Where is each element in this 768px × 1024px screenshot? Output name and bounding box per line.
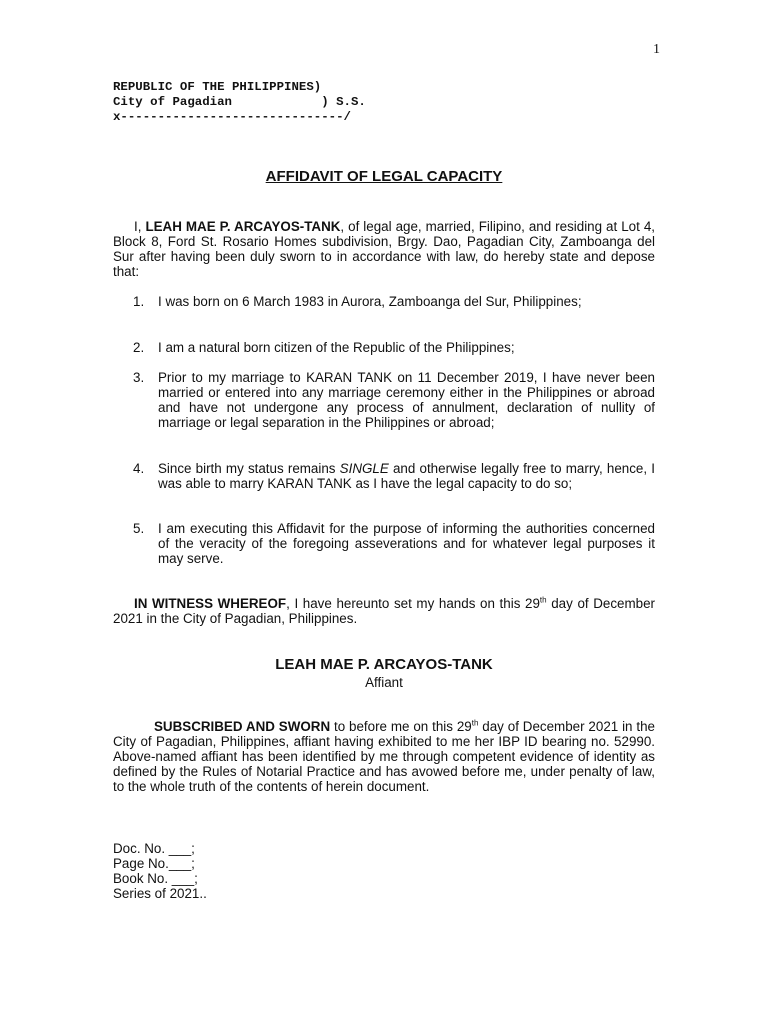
list-item-text: I am executing this Affidavit for the purpose of informing the authorities concerned of the veracity of the foregoing asseverations and for whatever legal purposes it may serve. [158,521,655,566]
list-item-number: 5. [133,521,145,536]
list-item-number: 4. [133,461,145,476]
venue-block [113,80,366,125]
single-status-emphasis: SINGLE [339,461,389,476]
venue-line-1: REPUBLIC OF THE PHILIPPINES) [113,80,322,94]
jurat-ordinal-suffix: th [471,718,479,728]
jurat-text: to before me on this 29 [330,719,472,734]
list-item [133,370,655,430]
witness-paragraph [113,596,655,626]
intro-paragraph [113,219,655,279]
affiant-label: Affiant [365,675,403,690]
book-number: Book No. ___; [113,871,198,886]
list-item-text: I am a natural born citizen of the Republic of the Philippines; [158,340,515,355]
intro-affiant-name: LEAH MAE P. ARCAYOS-TANK [145,219,341,234]
venue-line-2: City of Pagadian ) S.S. [113,95,366,109]
witness-ordinal-suffix: th [539,595,547,605]
witness-text: , I have hereunto set my hands on this 29 [286,596,540,611]
doc-number: Doc. No. ___; [113,841,195,856]
list-item-number: 1. [133,294,145,309]
intro-lead: I, [134,219,146,234]
list-item-text-part: Since birth my status remains [158,461,340,476]
list-item-number: 3. [133,370,145,385]
list-item-text: Prior to my marriage to KARAN TANK on 11 December 2019, I have never been married or entered into any marriage ceremony either in the Philippines or abroad and have not undergone any process of annulment, declaration of nullity of marriage or legal separation in the Philippines or abroad; [158,370,655,430]
list-item [133,461,655,491]
intro-text: , of legal age, married, Filipino, and residing at Lot 4, Block 8, Ford St. Rosario Homes subdivision, Brgy. Dao, Pagadian City, Zamboanga del Sur after having been duly sworn to in accordance with law, do hereby state and depose that: [113,219,655,279]
document-title: AFFIDAVIT OF LEGAL CAPACITY [265,168,503,185]
witness-heading: IN WITNESS WHEREOF [134,596,287,611]
list-item [133,521,655,566]
list-item-text [158,461,655,491]
affiant-name: LEAH MAE P. ARCAYOS-TANK [275,656,493,673]
jurat-text: day of December 2021 in the City of Pagadian, Philippines, affiant having exhibited to me her IBP ID bearing no. 52990. Above-named affiant has been identified by me through competent evidence of identity as defined by the Rules of Notarial Practice and has avowed before me, under penalty of law, to the whole truth of the contents of herein document. [113,719,655,794]
jurat-paragraph [113,719,655,794]
list-item [133,294,655,309]
witness-text: day of December 2021 in the City of Pagadian, Philippines. [113,596,656,626]
list-item-text-part: and otherwise legally free to marry, hence, I was able to marry KARAN TANK as I have the legal capacity to do so; [158,461,655,491]
venue-line-3: x------------------------------/ [113,110,351,124]
notarial-doc-info [113,841,207,901]
list-item [133,340,655,355]
series-year: Series of 2021.. [113,886,207,901]
list-item-text: I was born on 6 March 1983 in Aurora, Zamboanga del Sur, Philippines; [158,294,582,309]
jurat-heading: SUBSCRIBED AND SWORN [154,719,331,734]
page-number-entry: Page No.___; [113,856,195,871]
page-number: 1 [653,42,660,57]
list-item-number: 2. [133,340,145,355]
